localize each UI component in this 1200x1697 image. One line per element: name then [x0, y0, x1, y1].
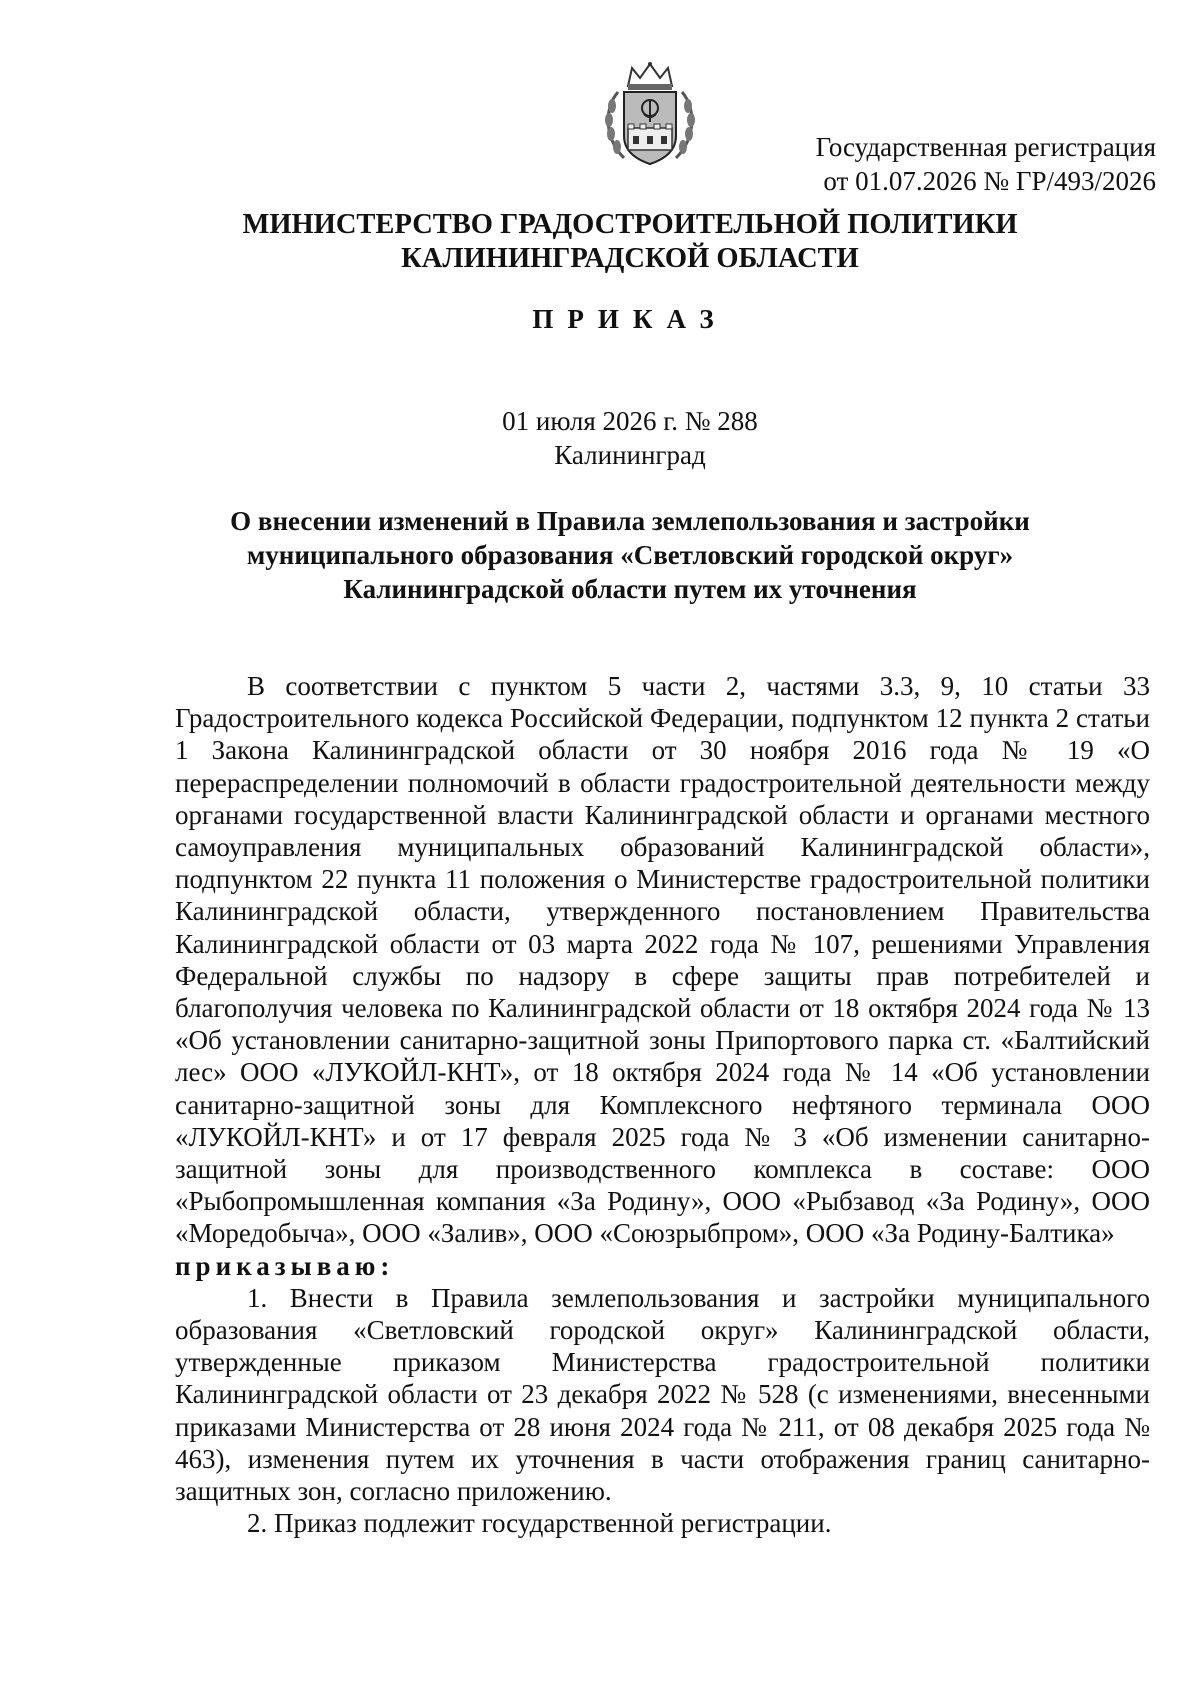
registration-line-2: от 01.07.2026 № ГР/493/2026	[823, 166, 1156, 196]
order-item-2: 2. Приказ подлежит государственной регистрации.	[247, 1508, 832, 1539]
preamble-text: В соответствии с пунктом 5 части 2, частями 3.3, 9, 10 статьи 33 Градостроительного кодекса Российской Федерации, подпунктом 12 пункта 2 статьи 1 Закона Калининградской области от 30 ноября 2016 года № 19 «О перераспределении полномочий в области градостроительной деятельности между органами государственной власти Калининградской области и органами местного самоуправления муниципальных образований Калининградской области», подпунктом 22 пункта 11 положения о Министерстве градостроительной политики Калининградской области, утвержденного постановлением Правительства Калининградской области от 03 марта 2022 года № 107, решениями Управления Федеральной службы по надзору в сфере защиты прав потребителей и благополучия человека по Калининградской области от 18 октября 2024 года № 13 «Об установлении санитарно-защитной зоны Припортового парка ст. «Балтийский лес» ООО «ЛУКОЙЛ-КНТ», от 18 октября 2024 года № 14 «Об установлении санитарно-защитной зоны для Комплексного нефтяного терминала ООО «ЛУКОЙЛ-КНТ» и от 17 февраля 2025 года № 3 «Об изменении санитарно-защитной зоны для производственного комплекса в составе: ООО «Рыбопромышленная компания «За Родину», ООО «Рыбзавод «За Родину», ООО «Моредобыча», ООО «Залив», ООО «Союзрыбпром», ООО «За Родину-Балтика»	[175, 671, 1150, 1249]
subject-line-1: О внесении изменений в Правила землепользования и застройки	[230, 506, 1030, 536]
order-subject	[0, 504, 1200, 606]
coat-of-arms-icon	[598, 58, 702, 170]
order-date-block	[0, 404, 1200, 472]
decree-word	[175, 1250, 1150, 1282]
subject-line-2: муниципального образования «Светловский городской округ»	[246, 540, 1014, 570]
registration-stamp	[816, 130, 1156, 198]
order-body	[175, 670, 1150, 1539]
preamble-paragraph	[175, 670, 1150, 1250]
order-date-number: 01 июля 2026 г. № 288	[502, 406, 758, 436]
ministry-name	[0, 208, 1200, 276]
order-item-1: 1. Внести в Правила землепользования и застройки муниципального образования «Светловский городской округ» Калининградской области, утвержденные приказом Министерства градостроительной политики Калининградской области от 23 декабря 2022 № 528 (с изменениями, внесенными приказами Министерства от 28 июня 2024 года № 211, от 08 декабря 2025 года № 463), изменения путем их уточнения в части отображения границ санитарно-защитных зон, согласно приложению.	[175, 1282, 1150, 1507]
registration-line-1: Государственная регистрация	[815, 132, 1156, 162]
decree-word-text: приказываю:	[175, 1250, 395, 1281]
order-title: ПРИКАЗ	[532, 304, 728, 334]
subject-line-3: Калининградской области путем их уточнения	[343, 574, 917, 604]
ministry-line-1: МИНИСТЕРСТВО ГРАДОСТРОИТЕЛЬНОЙ ПОЛИТИКИ	[242, 209, 1018, 240]
ministry-line-2: КАЛИНИНГРАДСКОЙ ОБЛАСТИ	[401, 243, 859, 274]
order-city: Калининград	[554, 440, 706, 470]
